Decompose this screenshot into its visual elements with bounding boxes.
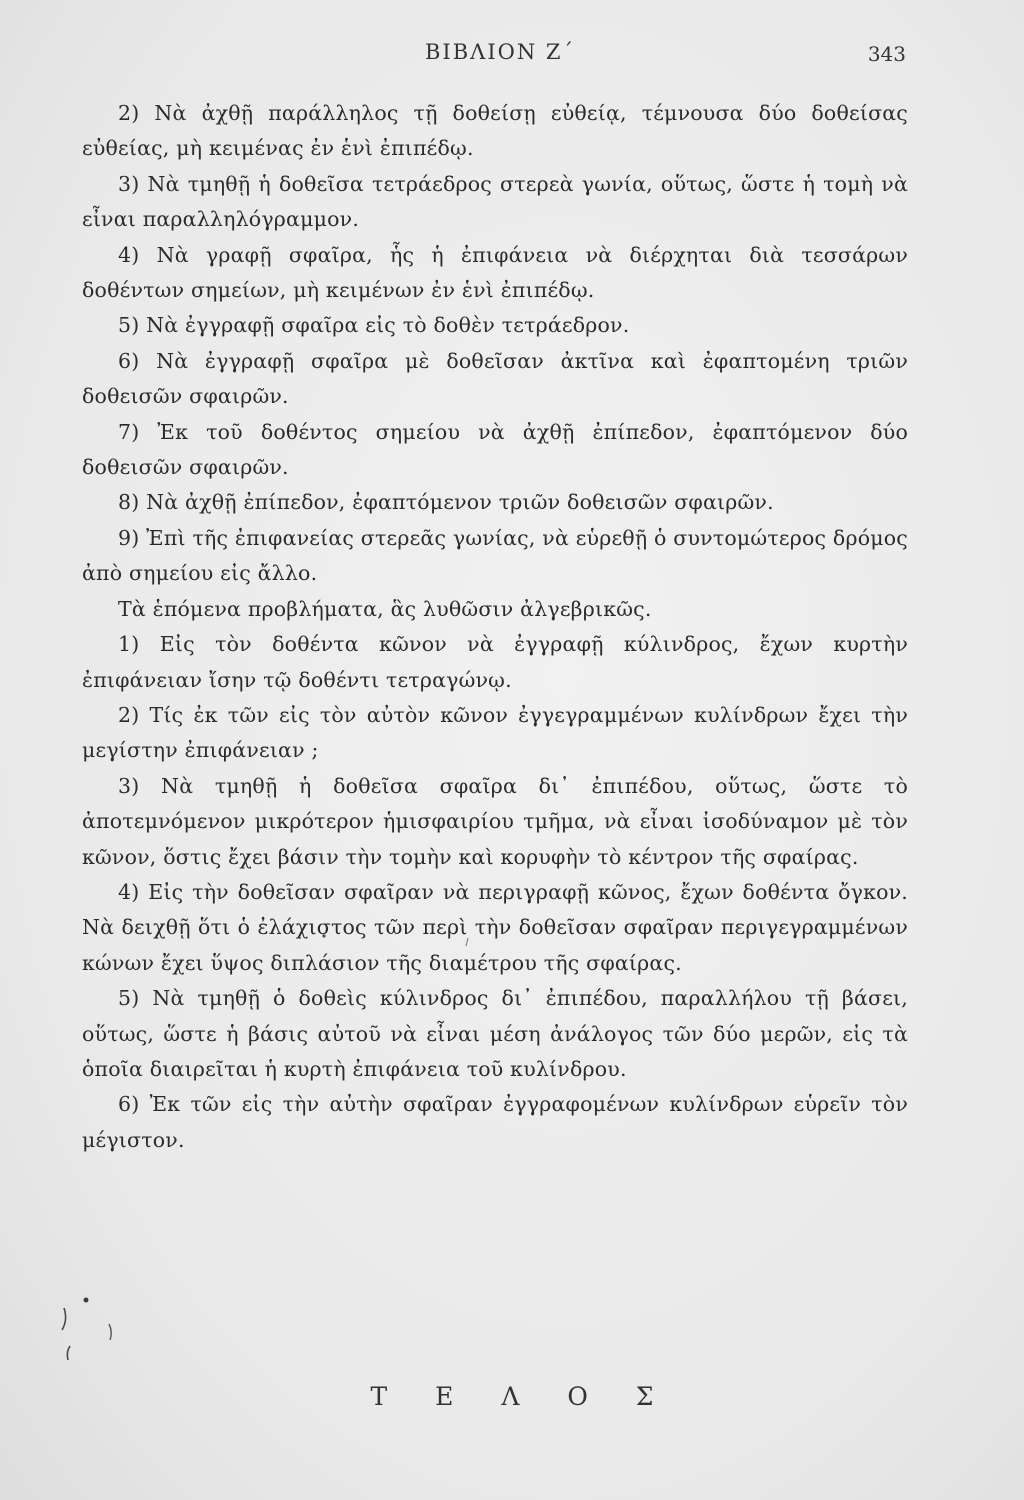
page-body xyxy=(82,96,908,1158)
problem-paragraph: 1) Εἰς τὸν δοθέντα κῶνον νὰ ἐγγραφῇ κύλινδρος, ἔχων κυρτὴν ἐπιφάνειαν ἴσην τῷ δοθέντι τετραγώνῳ. xyxy=(82,632,908,692)
finis-line xyxy=(0,1382,1024,1411)
problem-paragraph: 7) Ἐκ τοῦ δοθέντος σημείου νὰ ἀχθῇ ἐπίπεδον, ἐφαπτόμενον δύο δοθεισῶν σφαιρῶν. xyxy=(82,419,908,480)
page-number: 343 xyxy=(867,42,906,66)
problem-paragraph: 2) Τίς ἐκ τῶν εἰς τὸν αὐτὸν κῶνον ἐγγεγραμμένων κυλίνδρων ἔχει τὴν μεγίστην ἐπιφάνειαν ; xyxy=(82,702,908,763)
problem-paragraph: 6) Ἐκ τῶν εἰς τὴν αὐτὴν σφαῖραν ἐγγραφομένων κυλίνδρων εὑρεῖν τὸν μέγιστον. xyxy=(82,1092,908,1152)
problem-paragraph: 8) Νὰ ἀχθῇ ἐπίπεδον, ἐφαπτόμενον τριῶν δοθεισῶν σφαιρῶν. xyxy=(118,490,774,515)
problem-paragraph: 2) Νὰ ἀχθῇ παράλληλος τῇ δοθείσῃ εὐθείᾳ, τέμνουσα δύο δοθείσας εὐθείας, μὴ κειμένας ἐν ἑνὶ ἐπιπέδῳ. xyxy=(82,101,908,161)
problem-paragraph: 3) Νὰ τμηθῇ ἡ δοθεῖσα τετράεδρος στερεὰ γωνία, οὕτως, ὥστε ἡ τομὴ νὰ εἶναι παραλληλόγραμμον. xyxy=(82,171,908,232)
problem-paragraph: 4) Εἰς τὴν δοθεῖσαν σφαῖραν νὰ περιγραφῇ κῶνος, ἔχων δοθέντα ὄγκον. Νὰ δειχθῇ ὅτι ὁ ἐλάχιστος τῶν περὶ τὴν δοθεῖσαν σφαῖραν περιγεγραμμένων κώνων ἔχει ὕψος διπλάσιον τῆς διαμέτρου τῆς σφαίρας. xyxy=(82,879,908,975)
finis-word: Τ Ε Λ Ο Σ xyxy=(370,1382,674,1411)
problem-paragraph: 5) Νὰ ἐγγραφῇ σφαῖρα εἰς τὸ δοθὲν τετράεδρον. xyxy=(118,313,630,338)
running-title: ΒΙΒΛΙΟΝ Ζ΄ xyxy=(425,40,575,64)
problem-paragraph: 3) Νὰ τμηθῇ ἡ δοθεῖσα σφαῖρα δι᾽ ἐπιπέδου, οὕτως, ὥστε τὸ ἀποτεμνόμενον μικρότερον ἡμισφαιρίου τμῆμα, νὰ εἶναι ἰσοδύναμον μὲ τὸν κῶνον, ὅστις ἔχει βάσιν τὴν τομὴν καὶ κορυφὴν τὸ κέντρον τῆς σφαίρας. xyxy=(82,773,908,869)
page-header xyxy=(0,40,1024,76)
problem-paragraph: 9) Ἐπὶ τῆς ἐπιφανείας στερεᾶς γωνίας, νὰ εὑρεθῇ ὁ συντομώτερος δρόμος ἀπὸ σημείου εἰς ἄλλο. xyxy=(82,525,908,586)
problem-paragraph: 6) Νὰ ἐγγραφῇ σφαῖρα μὲ δοθεῖσαν ἀκτῖνα καὶ ἐφαπτομένη τριῶν δοθεισῶν σφαιρῶν. xyxy=(82,348,908,409)
problem-paragraph: 4) Νὰ γραφῇ σφαῖρα, ἧς ἡ ἐπιφάνεια νὰ διέρχηται διὰ τεσσάρων δοθέντων σημείων, μὴ κειμένων ἐν ἑνὶ ἐπιπέδῳ. xyxy=(82,242,908,303)
problem-paragraph: 5) Νὰ τμηθῇ ὁ δοθεὶς κύλινδρος δι᾽ ἐπιπέδου, παραλλήλου τῇ βάσει, οὕτως, ὥστε ἡ βάσις αὐτοῦ νὰ εἶναι μέση ἀνάλογος τῶν δύο μερῶν, εἰς τὰ ὁποῖα διαιρεῖται ἡ κυρτὴ ἐπιφάνεια τοῦ κυλίνδρου. xyxy=(82,986,908,1081)
section-intro: Τὰ ἑπόμενα προβλήματα, ἃς λυθῶσιν ἀλγεβρικῶς. xyxy=(118,596,652,621)
